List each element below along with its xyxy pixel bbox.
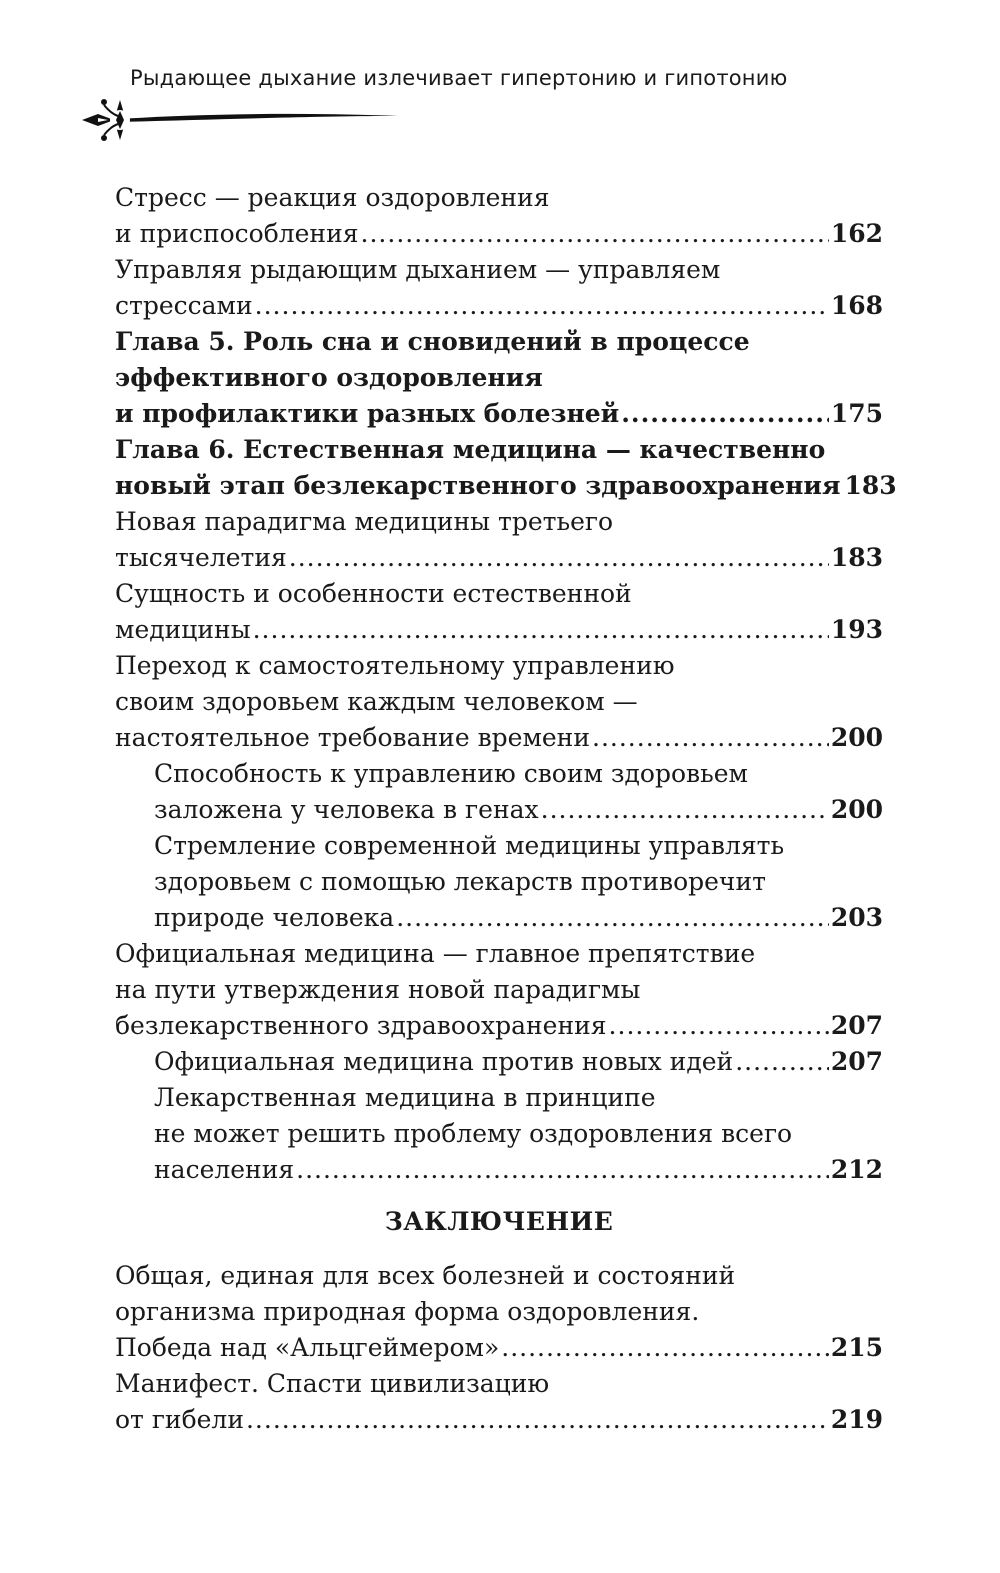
conclusion-heading: ЗАКЛЮЧЕНИЕ (384, 1207, 614, 1236)
toc-entry-last-line (115, 1402, 883, 1438)
table-of-contents (115, 180, 897, 1438)
toc-entry-last-line (115, 1330, 883, 1366)
running-title: Рыдающее дыхание излечивает гипертонию и гипотонию (130, 66, 788, 90)
toc-entry-text: эффективного оздоровления (115, 363, 543, 392)
toc-part-chapters (115, 180, 897, 1188)
page-number: 175 (830, 399, 883, 428)
toc-entry-text: от гибели (115, 1405, 244, 1434)
toc-entry-text: своим здоровьем каждым человеком — (115, 687, 638, 716)
toc-entry-last-line (115, 720, 883, 756)
toc-part-conclusion (115, 1258, 883, 1438)
toc-entry-last-line (154, 1152, 883, 1188)
page-number: 183 (830, 543, 883, 572)
toc-entry (115, 756, 883, 828)
toc-entry-last-line (154, 1044, 883, 1080)
dot-leader (609, 1008, 829, 1044)
toc-entry-last-line (115, 540, 883, 576)
page-number: 183 (844, 471, 897, 500)
dot-leader (396, 900, 829, 936)
page-number: 207 (830, 1011, 883, 1040)
toc-entry-text: организма природная форма оздоровления. (115, 1297, 700, 1326)
toc-entry-text: Переход к самостоятельному управлению (115, 651, 675, 680)
toc-entry-text: Лекарственная медицина в принципе (154, 1083, 656, 1112)
dot-leader (541, 792, 829, 828)
floral-ornament-icon (78, 92, 418, 144)
toc-entry-text: Глава 6. Естественная медицина — качественно (115, 435, 826, 464)
toc-entry-text: Способность к управлению своим здоровьем (154, 759, 748, 788)
toc-entry-last-line (115, 396, 883, 432)
running-header (0, 0, 1000, 160)
toc-entry-text: Официальная медицина против новых идей (154, 1047, 734, 1076)
dot-leader (501, 1330, 829, 1366)
toc-entry-text: безлекарственного здравоохранения (115, 1011, 607, 1040)
toc-entry (115, 1258, 883, 1366)
toc-entry (115, 1044, 883, 1080)
page-number: 168 (830, 291, 883, 320)
page-number: 203 (830, 903, 883, 932)
toc-entry-text: и приспособления (115, 219, 359, 248)
toc-entry (115, 252, 883, 324)
dot-leader (255, 288, 829, 324)
toc-entry-text: медицины (115, 615, 251, 644)
toc-entry (115, 1080, 883, 1188)
toc-entry-text: природе человека (154, 903, 395, 932)
toc-entry-text: заложена у человека в генах (154, 795, 539, 824)
toc-entry-text: Общая, единая для всех болезней и состояний (115, 1261, 736, 1290)
toc-entry (115, 576, 883, 648)
toc-entry-last-line (154, 792, 883, 828)
toc-entry-text: населения (154, 1155, 295, 1184)
toc-entry (115, 828, 883, 936)
toc-entry-text: Новая парадигма медицины третьего (115, 507, 614, 536)
toc-entry-text: новый этап безлекарственного здравоохранения (115, 471, 841, 500)
toc-entry (115, 1366, 883, 1438)
toc-entry (115, 324, 883, 432)
toc-entry-last-line (115, 216, 883, 252)
toc-entry-text: на пути утверждения новой парадигмы (115, 975, 641, 1004)
dot-leader (246, 1402, 829, 1438)
page-number: 200 (830, 723, 883, 752)
page-number: 200 (830, 795, 883, 824)
toc-entry-text: Манифест. Спасти цивилизацию (115, 1369, 550, 1398)
toc-entry (115, 432, 897, 504)
toc-entry-text: стрессами (115, 291, 253, 320)
toc-entry-text: Победа над «Альцгеймером» (115, 1333, 500, 1362)
toc-entry-text: тысячелетия (115, 543, 287, 572)
toc-entry-text: Глава 5. Роль сна и сновидений в процессе (115, 327, 750, 356)
toc-entry (115, 936, 883, 1044)
toc-entry (115, 504, 883, 576)
dot-leader (253, 612, 829, 648)
toc-entry-last-line (115, 288, 883, 324)
dot-leader (621, 396, 829, 432)
toc-entry-text: настоятельное требование времени (115, 723, 591, 752)
toc-entry (115, 180, 883, 252)
toc-entry-last-line (115, 612, 883, 648)
toc-entry-text: Сущность и особенности естественной (115, 579, 632, 608)
page-number: 219 (830, 1405, 883, 1434)
toc-entry-text: Стремление современной медицины управлять (154, 831, 785, 860)
toc-entry (115, 648, 883, 756)
toc-entry-text: Официальная медицина — главное препятствие (115, 939, 756, 968)
dot-leader (592, 720, 829, 756)
dot-leader (361, 216, 829, 252)
page-number: 207 (830, 1047, 883, 1076)
toc-entry-text: не может решить проблему оздоровления всего (154, 1119, 793, 1148)
page-number: 162 (830, 219, 883, 248)
page-number: 215 (830, 1333, 883, 1362)
page-number: 193 (830, 615, 883, 644)
dot-leader (735, 1044, 829, 1080)
toc-entry-text: здоровьем с помощью лекарств противоречит (154, 867, 766, 896)
page-number: 212 (830, 1155, 883, 1184)
dot-leader (296, 1152, 829, 1188)
toc-entry-text: Стресс — реакция оздоровления (115, 183, 550, 212)
dot-leader (289, 540, 829, 576)
toc-entry-last-line (115, 1008, 883, 1044)
toc-entry-text: и профилактики разных болезней (115, 399, 620, 428)
toc-entry-last-line (115, 468, 897, 504)
toc-entry-last-line (154, 900, 883, 936)
toc-entry-text: Управляя рыдающим дыханием — управляем (115, 255, 721, 284)
